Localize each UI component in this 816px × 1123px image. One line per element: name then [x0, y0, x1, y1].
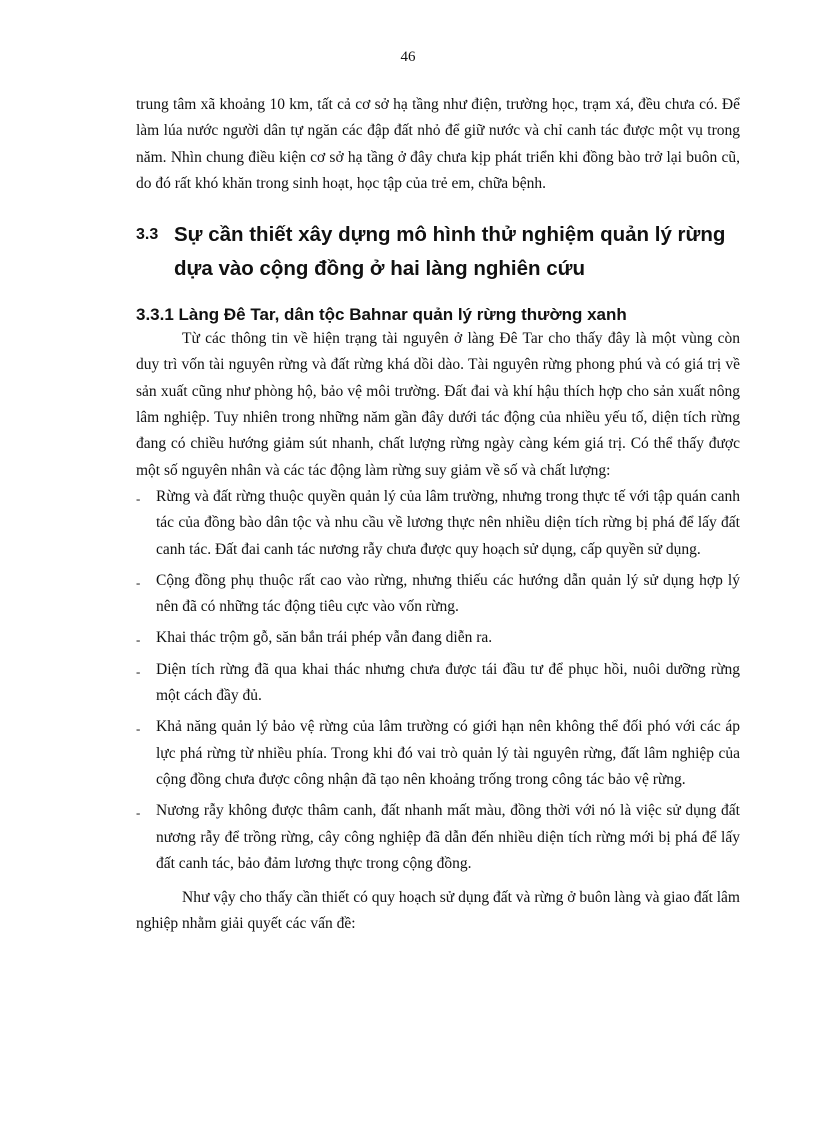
bullet-dash: -: [136, 490, 141, 506]
list-item: [136, 798, 740, 877]
bullet-dash: -: [136, 632, 141, 648]
section-number: 3.3: [136, 226, 159, 244]
list-item-text: Diện tích rừng đã qua khai thác nhưng chưa được tái đầu tư để phục hồi, nuôi dưỡng rừng một cách đầy đủ.: [156, 660, 740, 705]
section-title: Sự cần thiết xây dựng mô hình thử nghiệm quản lý rừng dựa vào cộng đồng ở hai làng nghiên cứu: [174, 223, 726, 281]
page-content: [136, 92, 740, 938]
bullet-dash: -: [136, 574, 141, 590]
list-item-text: Khai thác trộm gỗ, săn bắn trái phép vẫn đang diễn ra.: [156, 629, 493, 647]
body-paragraph: Từ các thông tin về hiện trạng tài nguyên ở làng Đê Tar cho thấy đây là một vùng còn duy trì vốn tài nguyên rừng và đất rừng khá dồi dào. Tài nguyên rừng phong phú và có giá trị về sản xuất cũng như phòng hộ, bảo vệ môi trường. Đất đai và khí hậu thích hợp cho sản xuất nông lâm nghiệp. Tuy nhiên trong những năm gần đây dưới tác động của nhiều yếu tố, diện tích rừng đang có chiều hướng giảm sút nhanh, chất lượng rừng ngày càng kém giá trị. Có thể thấy được một số nguyên nhân và các tác động làm rừng suy giảm về số và chất lượng:: [136, 330, 740, 479]
closing-paragraph: Như vậy cho thấy cần thiết có quy hoạch sử dụng đất và rừng ở buôn làng và giao đất lâm nghiệp nhằm giải quyết các vấn đề:: [136, 889, 740, 933]
list-item: [136, 484, 740, 563]
list-item-text: Nương rẫy không được thâm canh, đất nhanh mất màu, đồng thời với nó là việc sử dụng đất nương rẫy để trồng rừng, cây công nghiệp đã dẫn đến nhiều diện tích rừng mới bị phá để lấy đất canh tác, bảo đảm lương thực trong cộng đồng.: [156, 802, 740, 872]
intro-paragraph: trung tâm xã khoảng 10 km, tất cả cơ sở hạ tầng như điện, trường học, trạm xá, đều chưa có. Để làm lúa nước người dân tự ngăn các đập đất nhỏ để giữ nước và chỉ canh tác được một vụ trong năm. Nhìn chung điều kiện cơ sở hạ tầng ở đây chưa kịp phát triển khi đồng bào trở lại buôn cũ, do đó rất khó khăn trong sinh hoạt, học tập của trẻ em, chữa bệnh.: [136, 96, 740, 192]
cause-list: [136, 484, 740, 877]
list-item-text: Rừng và đất rừng thuộc quyền quản lý của lâm trường, nhưng trong thực tế với tập quán canh tác của đồng bào dân tộc và nhu cầu về lương thực nên nhiều diện tích rừng bị phá để lấy đất canh tác. Đất đai canh tác nương rẫy chưa được quy hoạch sử dụng, cấp quyền sử dụng.: [156, 487, 740, 558]
list-item: [136, 568, 740, 621]
list-item-text: Cộng đồng phụ thuộc rất cao vào rừng, nhưng thiếu các hướng dẫn quản lý sử dụng hợp lý nên đã có những tác động tiêu cực vào vốn rừng.: [156, 571, 740, 616]
list-item: [136, 657, 740, 710]
list-item-text: Khả năng quản lý bảo vệ rừng của lâm trường có giới hạn nên không thể đối phó với các áp lực phá rừng từ nhiều phía. Trong khi đó vai trò quản lý tài nguyên rừng, đất lâm nghiệp của cộng đồng chưa được công nhận đã tạo nên khoảng trống trong công tác bảo vệ rừng.: [156, 718, 740, 788]
subsection-heading: 3.3.1 Làng Đê Tar, dân tộc Bahnar quản lý rừng thường xanh: [136, 305, 627, 325]
list-item: [136, 714, 740, 793]
section-heading: [136, 218, 740, 286]
bullet-dash: -: [136, 721, 141, 737]
page-number: 46: [400, 49, 416, 65]
bullet-dash: -: [136, 805, 141, 821]
list-item: [136, 625, 740, 651]
bullet-dash: -: [136, 663, 141, 679]
